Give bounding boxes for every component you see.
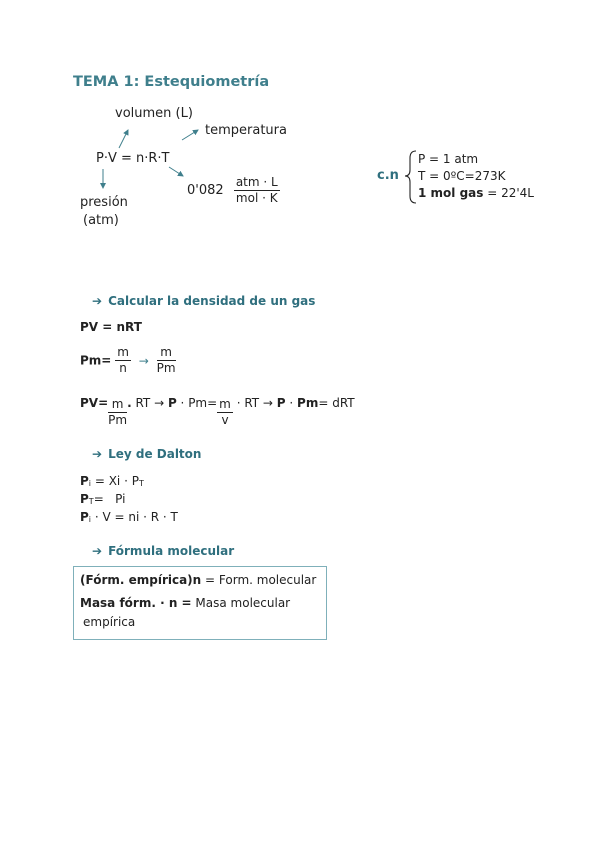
- molecular-heading: [92, 544, 234, 558]
- cn-label: c.n: [377, 168, 399, 183]
- pv2-p: P: [167, 396, 177, 410]
- pv2-frac: [108, 397, 127, 428]
- pm-arrow-icon: →: [138, 353, 149, 368]
- r-arrow: [169, 167, 183, 176]
- cn-line-molar-volume: [418, 186, 534, 200]
- pressure-unit: (atm): [83, 213, 119, 228]
- volume-label: volumen (L): [115, 106, 193, 121]
- cn-molar-volume-value: = 22'4L: [483, 186, 534, 200]
- molecular-line-3: empírica: [83, 615, 136, 629]
- pv2-p2: P: [276, 396, 286, 410]
- molecular-heading-text: Fórmula molecular: [108, 544, 235, 558]
- r-units: [234, 175, 280, 206]
- dalton-l3-p: P: [80, 510, 89, 524]
- pressure-label: presión: [80, 195, 128, 210]
- temperature-label: temperatura: [205, 123, 287, 138]
- molecular-line-1: [80, 573, 316, 587]
- pm-frac-1-den: n: [119, 361, 127, 375]
- dalton-l1-sub2: T: [138, 479, 144, 488]
- density-heading-text: Calcular la densidad de un gas: [108, 294, 316, 308]
- pv-density-formula: PV= $\frac{m}{Pm}$ . RT → P · Pm= $\frac{m}{v}$ · RT → P · Pm= dRT: [80, 396, 355, 427]
- heading-arrow-icon: ➔: [92, 294, 103, 308]
- volume-arrow: [119, 130, 128, 148]
- pm-frac-1: [115, 345, 131, 376]
- cn-mol-gas: 1 mol gas: [418, 186, 484, 200]
- dalton-l3-rest: · V = ni · R · T: [91, 510, 178, 524]
- cn-line-pressure: P = 1 atm: [418, 152, 479, 166]
- dalton-l2-p: P: [80, 492, 89, 506]
- dalton-l3-sub: i: [88, 515, 92, 524]
- pm-frac-2-den: Pm: [156, 361, 176, 375]
- pv2-pm2: Pm: [297, 396, 319, 410]
- pv2-pm: Pm=: [188, 396, 218, 410]
- dalton-heading-text: Ley de Dalton: [108, 447, 202, 461]
- heading-arrow-icon: ➔: [92, 544, 103, 558]
- dalton-l2-rest: = Pi: [93, 492, 126, 506]
- r-constant: [187, 175, 280, 206]
- gas-law-equation: P·V = n·R·T: [96, 151, 170, 166]
- pv2-frac-b: [217, 397, 233, 428]
- pm-frac-2: [157, 345, 176, 376]
- r-value: 0'082: [187, 183, 224, 198]
- cn-line-temperature: T = 0ºC=273K: [418, 169, 506, 183]
- molecular-formula-text: = Form. molecular: [201, 573, 317, 587]
- pv2-dot: ·: [176, 396, 189, 410]
- pv2-frac-b-den: v: [221, 413, 229, 427]
- dalton-heading: [92, 447, 201, 461]
- pv2-frac-num: m: [108, 397, 127, 413]
- pv2-dot2: ·: [285, 396, 298, 410]
- dalton-l1-rest: = Xi · P: [91, 474, 139, 488]
- dalton-l1-sub: i: [88, 479, 92, 488]
- pv2-end: = dRT: [318, 396, 355, 410]
- pm-label: Pm=: [80, 353, 112, 368]
- pm-frac-2-num: m: [157, 345, 176, 361]
- pv2-mid: RT →: [131, 396, 168, 410]
- cn-brace: [405, 151, 416, 203]
- r-units-num: atm · L: [235, 175, 278, 189]
- page-title: TEMA 1: Estequiometría: [73, 74, 270, 90]
- dalton-l2-sub: T: [88, 497, 94, 506]
- mass-formula-n: Masa fórm. · n =: [80, 596, 192, 610]
- molecular-mass-text: Masa molecular: [191, 596, 291, 610]
- pm-formula: [80, 345, 176, 376]
- temperature-arrow: [182, 130, 198, 140]
- density-heading: [92, 294, 315, 308]
- dalton-l1-p: P: [80, 474, 89, 488]
- dalton-line-3: [80, 510, 178, 524]
- pv2-frac-b-num: m: [219, 397, 231, 411]
- dalton-line-1: [80, 474, 144, 488]
- r-units-den: mol · K: [235, 191, 278, 205]
- molecular-line-2: [80, 596, 290, 610]
- pv-nrt: PV = nRT: [80, 320, 142, 334]
- pv2-label: PV=: [80, 396, 109, 410]
- heading-arrow-icon: ➔: [92, 447, 103, 461]
- pv2-frac-den: Pm: [108, 413, 128, 427]
- dalton-line-2: [80, 492, 126, 506]
- pm-frac-1-num: m: [117, 345, 129, 359]
- empirical-formula-n: (Fórm. empírica)n: [80, 573, 202, 587]
- pv2-mid2: · RT →: [232, 396, 277, 410]
